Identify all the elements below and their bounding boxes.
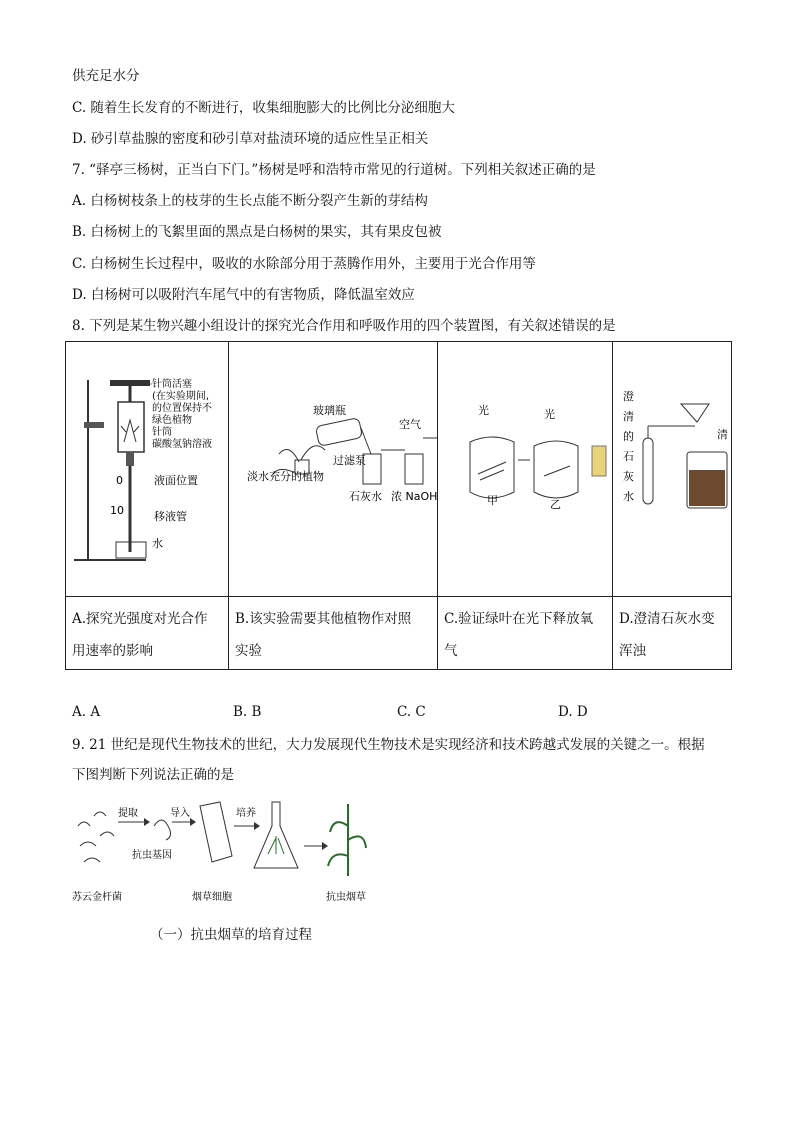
question-7: 7. “驿亭三杨树，正当白下门。”杨树是呼和浩特市常见的行道树。下列相关叙述正确的是 (72, 162, 596, 178)
bacteria-icon (78, 812, 114, 862)
label-air: 空气 (399, 418, 421, 431)
option-a: A. 白杨树枝条上的枝芽的生长点能不断分裂产生新的芽结构 (72, 193, 428, 209)
label-glass-bottle: 玻璃瓶 (313, 404, 346, 417)
caption-a: A.探究光强度对光合作 用速率的影响 (66, 597, 229, 670)
process-caption: （一）抗虫烟草的培育过程 (150, 927, 312, 943)
label-bacteria: 苏云金杆菌 (72, 892, 122, 903)
label-import: 导入 (170, 808, 190, 819)
label-extract: 提取 (118, 808, 138, 819)
label-syringe-plunger: 针筒活塞 (152, 379, 192, 390)
label-limewater: 石灰水 (349, 490, 382, 503)
label-gene: 抗虫基因 (132, 850, 172, 861)
label-note: 的位置保持不 (152, 403, 212, 414)
answer-b[interactable]: B. B (233, 704, 262, 720)
caption-b: B.该实验需要其他植物作对照 实验 (229, 597, 438, 670)
answer-a[interactable]: A. A (72, 704, 101, 720)
label-water: 水 (152, 537, 163, 550)
label-plant: 淡水充分的植物 (247, 470, 324, 483)
label-green-plant: 绿色植物 (152, 415, 192, 426)
vertical-label: 水 (623, 490, 634, 503)
limewater-diagram (613, 342, 731, 592)
diagram-b-cell (229, 342, 438, 597)
label-light-2: 光 (544, 408, 555, 421)
option-d: D. 砂引草盐腺的密度和砂引草对盐渍环境的适应性呈正相关 (72, 131, 429, 147)
vertical-label: 清 (623, 410, 634, 423)
option-c: C. 白杨树生长过程中，吸收的水除部分用于蒸腾作用外，主要用于光合作用等 (72, 256, 536, 272)
label-liquid-level: 液面位置 (154, 474, 198, 487)
bell-jar-diagram (438, 342, 612, 592)
label-culture: 培养 (236, 808, 256, 819)
syringe-apparatus-diagram (66, 342, 228, 592)
vertical-label: 的 (623, 430, 634, 443)
label-light-1: 光 (478, 404, 489, 417)
label-note: (在实验期间, (152, 391, 210, 402)
option-c: C. 随着生长发育的不断进行，收集细胞膨大的比例比分泌细胞大 (72, 100, 455, 116)
text-line: 供充足水分 (72, 68, 140, 84)
process-diagram (72, 796, 372, 908)
question-9: 9. 21 世纪是现代生物技术的世纪，大力发展现代生物技术是实现经济和技术跨越式发展的关键之一。根据 (72, 737, 705, 753)
label-pump: 过滤泵 (333, 454, 366, 467)
label-tobacco-cell: 烟草细胞 (192, 892, 232, 903)
answer-c[interactable]: C. C (397, 704, 426, 720)
caption-d: D.澄清石灰水变 浑浊 (613, 597, 732, 670)
label-insect-resistant-tobacco: 抗虫烟草 (326, 892, 366, 903)
question-8: 8. 下列是某生物兴趣小组设计的探究光合作用和呼吸作用的四个装置图，有关叙述错误的是 (72, 318, 616, 334)
label-jia: 甲 (487, 494, 498, 507)
vertical-label: 灰 (623, 470, 634, 483)
diagram-a-cell (66, 342, 229, 597)
tick-10: 10 (110, 504, 124, 517)
label-syringe: 针筒 (152, 427, 172, 438)
tick-0: 0 (116, 474, 123, 487)
answer-d[interactable]: D. D (558, 704, 588, 720)
vertical-label: 石 (623, 450, 634, 463)
label-clear: 清 (717, 428, 728, 441)
label-yi: 乙 (550, 498, 561, 511)
vertical-label: 澄 (623, 390, 634, 403)
option-b: B. 白杨树上的飞絮里面的黑点是白杨树的果实，其有果皮包被 (72, 224, 442, 240)
option-d: D. 白杨树可以吸附汽车尾气中的有害物质，降低温室效应 (72, 287, 415, 303)
bottle-apparatus-diagram (229, 342, 437, 592)
question-9-cont: 下图判断下列说法正确的是 (72, 767, 234, 783)
diagram-c-cell (438, 342, 613, 597)
diagram-d-cell (613, 342, 732, 597)
label-bicarbonate: 碳酸氢钠溶液 (152, 439, 212, 450)
caption-c: C.验证绿叶在光下释放氧 气 (438, 597, 613, 670)
label-naoh: 浓 NaOH (391, 490, 437, 503)
label-pipette: 移液管 (154, 510, 187, 523)
experiment-table (65, 341, 732, 670)
